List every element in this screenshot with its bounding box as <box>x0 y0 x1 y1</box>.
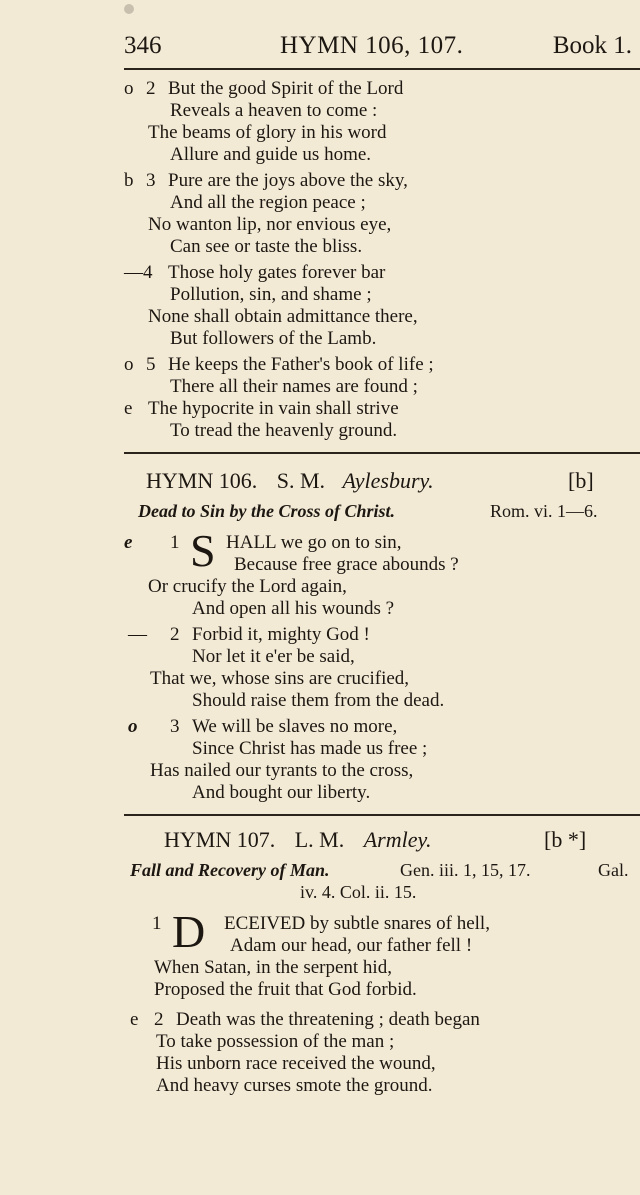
verse-line: The hypocrite in vain shall strive <box>148 398 399 419</box>
stanza-number: 1 <box>170 532 180 553</box>
header-book: Book 1. <box>552 32 632 59</box>
header-title: HYMN 106, 107. <box>280 32 464 59</box>
verse-line: Forbid it, mighty God ! <box>192 624 370 645</box>
hymn-107-heading <box>164 827 432 853</box>
stanza-mark: e <box>124 398 133 419</box>
page-number: 346 <box>124 32 162 59</box>
stanza-mark: o <box>124 78 134 99</box>
stanza-mark: e <box>130 1009 139 1030</box>
section-rule <box>124 452 640 454</box>
verse-line: Proposed the fruit that God forbid. <box>154 979 417 1000</box>
stanza-number: 5 <box>146 354 156 375</box>
scripture-reference: Rom. vi. 1—6. <box>490 501 598 521</box>
verse-line: To tread the heavenly ground. <box>170 420 398 441</box>
verse-line: And open all his wounds ? <box>192 598 395 619</box>
scripture-reference: Gen. iii. 1, 15, 17. <box>400 860 531 880</box>
hymn-subtitle <box>130 860 330 881</box>
drop-cap: S <box>190 525 216 576</box>
verse-line: And all the region peace ; <box>170 192 366 213</box>
verse-line: His unborn race received the wound, <box>156 1053 436 1074</box>
verse-line: Has nailed our tyrants to the cross, <box>150 760 414 781</box>
hymn-106-heading <box>146 468 434 494</box>
scripture-reference-tail: Gal. <box>598 860 629 880</box>
subtitle-text: Dead to Sin by the Cross of Christ. <box>138 501 396 521</box>
stanza-number: 3 <box>170 716 180 737</box>
stanza-number: 1 <box>152 913 162 934</box>
verse-line: Or crucify the Lord again, <box>148 576 347 597</box>
verse-line: Should raise them from the dead. <box>192 690 445 711</box>
verse-line: He keeps the Father's book of life ; <box>168 354 434 375</box>
section-rule <box>124 814 640 816</box>
stanza-number: 2 <box>146 78 156 99</box>
stanza-mark: b <box>124 170 134 191</box>
hymn-tag: [b *] <box>544 827 587 852</box>
hymn-subtitle <box>138 501 395 522</box>
verse-line: No wanton lip, nor envious eye, <box>148 214 392 235</box>
stanza-mark: o <box>124 354 134 375</box>
drop-cap: D <box>172 906 206 957</box>
running-header <box>124 32 632 66</box>
verse-line: And bought our liberty. <box>192 782 371 803</box>
stanza-number: 2 <box>170 624 180 645</box>
header-rule <box>124 68 640 70</box>
hymn-meter: S. M. <box>276 468 326 493</box>
verse-line: Can see or taste the bliss. <box>170 236 363 257</box>
verse-line: HALL we go on to sin, <box>226 532 402 553</box>
verse-line: Allure and guide us home. <box>170 144 372 165</box>
stanza-number: 2 <box>154 1009 164 1030</box>
verse-line: But followers of the Lamb. <box>170 328 377 349</box>
verse-line: Pollution, sin, and shame ; <box>170 284 372 305</box>
subtitle-text: Fall and Recovery of Man. <box>130 860 330 880</box>
verse-line: And heavy curses smote the ground. <box>156 1075 433 1096</box>
hymn-meter: L. M. <box>294 827 345 852</box>
hymn-tag: [b] <box>568 468 594 493</box>
verse-line: But the good Spirit of the Lord <box>168 78 404 99</box>
verse-line: When Satan, in the serpent hid, <box>154 957 392 978</box>
verse-line: That we, whose sins are crucified, <box>150 668 410 689</box>
stanza-mark: — <box>128 624 147 645</box>
verse-line: Those holy gates forever bar <box>168 262 386 283</box>
verse-line: Reveals a heaven to come : <box>170 100 378 121</box>
hymn-number: HYMN 107. <box>164 827 276 852</box>
verse-line: Adam our head, our father fell ! <box>230 935 473 956</box>
hymn-tune: Armley. <box>363 827 432 852</box>
hymn-tune: Aylesbury. <box>342 468 434 493</box>
verse-line: The beams of glory in his word <box>148 122 387 143</box>
scripture-reference-line2: iv. 4. Col. ii. 15. <box>300 882 417 902</box>
verse-line: To take possession of the man ; <box>156 1031 395 1052</box>
hymn-number: HYMN 106. <box>146 468 258 493</box>
verse-line: None shall obtain admittance there, <box>148 306 418 327</box>
verse-line: Since Christ has made us free ; <box>192 738 428 759</box>
stanza-mark: o <box>128 716 138 737</box>
paper-spot <box>124 4 134 14</box>
verse-line: ECEIVED by subtle snares of hell, <box>224 913 490 934</box>
verse-line: Death was the threatening ; death began <box>176 1009 480 1030</box>
verse-line: We will be slaves no more, <box>192 716 398 737</box>
stanza-number: 3 <box>146 170 156 191</box>
verse-line: Nor let it e'er be said, <box>192 646 355 667</box>
stanza-mark: —4 <box>124 262 153 283</box>
stanza-mark: e <box>124 532 133 553</box>
verse-line: Pure are the joys above the sky, <box>168 170 408 191</box>
verse-line: There all their names are found ; <box>170 376 418 397</box>
verse-line: Because free grace abounds ? <box>234 554 459 575</box>
